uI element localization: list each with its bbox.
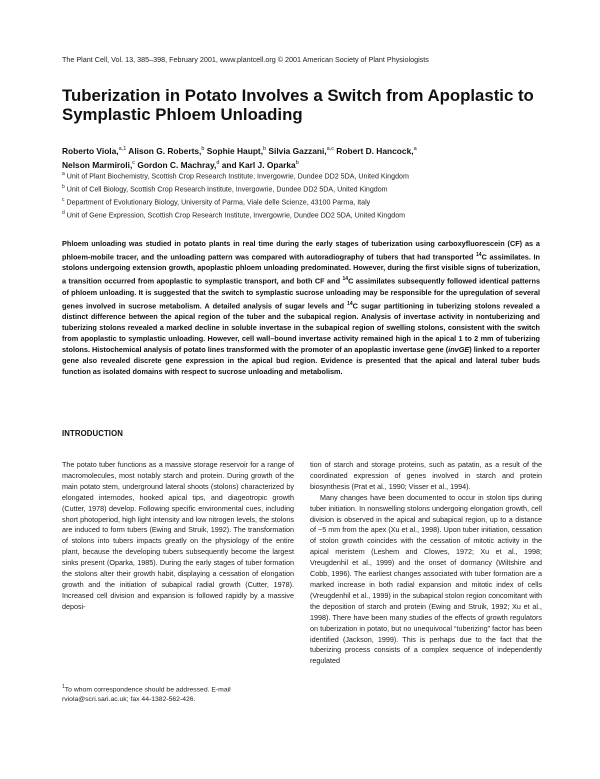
paragraph: The potato tuber functions as a massive storage reservoir for a range of macromolecules, most notably starch and protein. During growth of the main potato stem, underground lateral shoots (stolons) characterized by elongated internodes, hooked apical tips, and diageotropic growth (Cutter, 1978) develop. Following specific environmental cues, including short photoperiod, high light intensity and low nitrogen levels, the stolons are induced to form tubers (Ewing and Struik, 1992). The transformation of stolons into tubers impacts greatly on the physiology of the entire plant, because the developing tubers subsequently become the largest sinks present (Oparka, 1985). During the early stages of tuber formation the stolons alter their growth habit, displaying a cessation of elongation growth and the initiation of subapical radial growth (Cutter, 1978). Increased cell division and expansion is followed rapidly by a massive deposi- — [62, 460, 294, 611]
author-affiliation-mark: a — [413, 146, 417, 152]
abstract — [62, 239, 540, 378]
author-list — [62, 143, 542, 171]
affiliation — [62, 182, 542, 195]
author-affiliation-mark: d — [216, 159, 220, 166]
author: Robert D. Hancock, — [333, 145, 414, 156]
paragraph: tion of starch and storage proteins, such as patatin, as a result of the coordinated expression of genes involved in starch and protein biosynthesis (Prat et al., 1990; Visser et al., 1994). — [310, 460, 542, 491]
affiliation-mark: b — [62, 183, 65, 190]
isotope-superscript: 14 — [476, 251, 482, 258]
author-affiliation-mark: a,1 — [118, 146, 127, 152]
author: and Karl J. Oparka — [219, 159, 296, 170]
author: Silvia Gazzani, — [266, 145, 327, 156]
abstract-text: C assimilates. In stolons undergoing extension growth, apoplastic phloem unloading predominated. However, during the first visible signs of tuberization, a transition occurred from apoplastic to symplastic transport, and both CF and — [62, 252, 540, 286]
author-affiliation-mark: c — [132, 159, 136, 166]
section-heading: INTRODUCTION — [62, 429, 123, 438]
paragraph: Many changes have been documented to occur in stolon tips during tuber initiation. In nonswelling stolons undergoing elongation growth, cell division is observed in the apical and subapical region, up to a distance of ~5 mm from the apex (Xu et al., 1998). Upon tuber initiation, cessation of stolon growth coincides with the cessation of mitotic activity in the apical meristem (Leshem and Clowes, 1972; Xu et al., 1998; Vreugdenhil et al., 1999) and the onset of dormancy (Wiltshire and Cobb, 1996). The earliest changes associated with tuber formation are a marked increase in both radial expansion and mitotic index of cells (Vreugdenhil et al., 1999) in the subapical stolon region concomitant with the deposition of starch and protein (Ewing and Struik, 1992; Xu et al., 1998). There have been many studies of the effects of growth regulators on tuberization in potato, but no unequivocal “tuberizing” factor has been identified (Jackson, 1999). This is perhaps due to the fact that the tuberizing process consists of a complex sequence of independently regulated — [310, 492, 542, 666]
abstract-text: ) linked to a reporter gene also revealed discrete gene expression in the apical bud region. Evidence is presented that the apical and lateral tuber buds function as isolated domains with respect to sucrose unloading and metabolism. — [62, 344, 540, 376]
journal-citation-line: The Plant Cell, Vol. 13, 385–398, February 2001, www.plantcell.org © 2001 American Society of Plant Physiologists — [62, 55, 429, 64]
abstract-text: Phloem unloading was studied in potato plants in real time during the early stages of tuberization using carboxyfluorescein (CF) as a phloem-mobile tracer, and the unloading pattern was compared with autoradiography of tubers that had transported — [62, 239, 540, 262]
affiliation-mark: a — [62, 171, 65, 177]
author-affiliation-mark: b — [263, 146, 267, 152]
affiliation — [62, 169, 542, 182]
author: Roberto Viola, — [62, 145, 119, 156]
affiliation-text: Unit of Cell Biology, Scottish Crop Research Institute, Invergowrie, Dundee DD2 5DA, United Kingdom — [66, 185, 388, 194]
footnote-mark: 1 — [62, 684, 65, 690]
abstract-text: C assimilates subsequently followed identical patterns of phloem unloading. It is suggested that the switch to symplastic sucrose unloading may be responsible for the upregulation of several genes involved in sucrose metabolism. A detailed analysis of sugar levels and — [62, 276, 540, 311]
affiliation-mark: d — [62, 209, 65, 216]
intro-right-column — [310, 460, 542, 667]
author: Nelson Marmiroli, — [62, 159, 133, 170]
isotope-superscript: 14 — [347, 300, 353, 307]
article-title: Tuberization in Potato Involves a Switch from Apoplastic to Symplastic Phloem Unloading — [62, 86, 534, 124]
affiliation-text: Unit of Gene Expression, Scottish Crop Research Institute, Invergowrie, Dundee DD2 5DA, United Kingdom — [66, 211, 406, 220]
author: Gordon C. Machray, — [135, 159, 217, 170]
affiliation-text: Department of Evolutionary Biology, University of Parma, Viale delle Scienze, 43100 Parma, Italy — [66, 198, 371, 207]
affiliation-list — [62, 169, 542, 221]
author: Alison G. Roberts, — [126, 145, 202, 156]
isotope-superscript: 14 — [342, 276, 349, 283]
abstract-text: C sugar partitioning in tuberizing stolons revealed a distinct difference between the apical region of the tuber and the subapical region. Analysis of invertase activity in nontuberizing and tuberizing stolons revealed a marked decline in soluble invertase in the subapical region of swelling stolons, consistent with the switch from apoplastic to symplastic unloading. However, cell wall–bound invertase activity remained high in the apical 1 to 2 mm of tuberizing stolons. Histochemical analysis of potato lines transformed with the promoter of an apoplastic invertase gene ( — [62, 301, 540, 354]
affiliation — [62, 195, 542, 208]
affiliation-text: Unit of Plant Biochemistry, Scottish Crop Research Institute, Invergowrie, Dundee DD2 5DA, United Kingdom — [66, 172, 409, 181]
footnote-text: To whom correspondence should be addressed. E-mail rviola@scri.sari.ac.uk; fax 44-1382-562-426. — [62, 686, 231, 704]
author-affiliation-mark: b — [201, 146, 205, 152]
intro-left-column — [62, 460, 294, 613]
correspondence-footnote — [62, 682, 294, 705]
author-affiliation-mark: b — [295, 159, 299, 166]
affiliation — [62, 208, 542, 221]
author-affiliation-mark: a,c — [326, 146, 334, 152]
affiliation-mark: c — [62, 196, 65, 203]
gene-name: invGE — [448, 344, 470, 354]
author: Sophie Haupt, — [204, 145, 264, 156]
